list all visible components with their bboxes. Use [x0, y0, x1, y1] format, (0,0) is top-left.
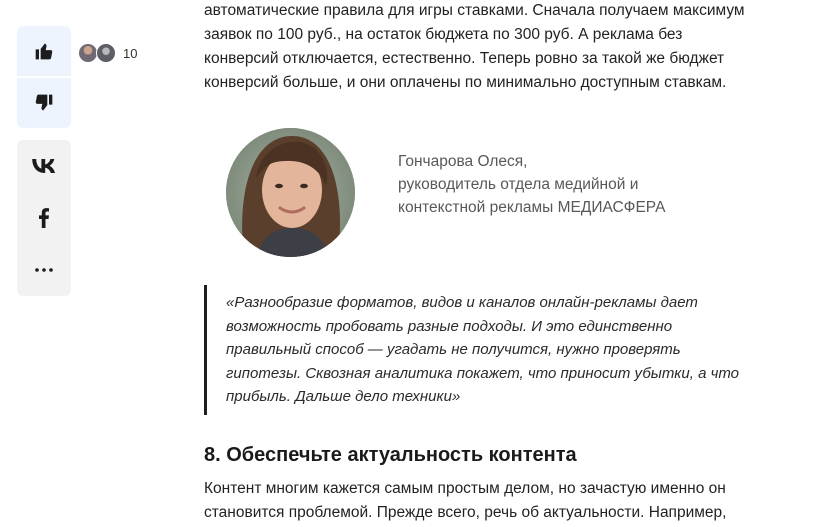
facebook-icon [38, 208, 50, 228]
author-company: контекстной рекламы МЕДИАСФЕРА [398, 199, 666, 216]
thumbs-down-icon [34, 93, 54, 113]
quote-text: «Разнообразие форматов, видов и каналов онлайн-рекламы дает возможность пробовать разные подходы. И это единственно правильный способ — угадать не получится, нужно проверять гипотезы. Сквозная аналитика покажет, что приносит убытки, а что прибыль. Дальше дело техники» [226, 294, 740, 405]
share-panel [17, 140, 71, 296]
more-dots-icon [35, 268, 53, 272]
author-block [226, 128, 746, 258]
share-more-button[interactable] [17, 244, 71, 296]
article-paragraph: автоматические правила для игры ставками. Сначала получаем максимум заявок по 100 руб., на остаток бюджета по 300 руб. А реклама без конверсий отключается, естественно. Теперь ровно за такой же бюджет конверсий больше, и они оплачены по минимально доступным ставкам. [204, 2, 745, 91]
blockquote [204, 285, 744, 415]
share-vk-button[interactable] [17, 140, 71, 192]
share-facebook-button[interactable] [17, 192, 71, 244]
likes-count: 10 [123, 45, 138, 61]
author-position: руководитель отдела медийной и [398, 176, 639, 193]
likers-summary[interactable] [78, 42, 137, 64]
author-photo [226, 128, 355, 257]
liker-avatar [78, 43, 98, 63]
dislike-button[interactable] [17, 78, 71, 128]
section-heading: 8. Обеспечьте актуальность контента [204, 444, 577, 466]
liker-avatar [96, 43, 116, 63]
like-button[interactable] [17, 26, 71, 76]
article-paragraph: Контент многим кажется самым простым делом, но зачастую именно он становится проблемой. Прежде всего, речь об актуальности. Например, [204, 480, 727, 521]
thumbs-up-icon [34, 41, 54, 61]
vk-icon [32, 158, 56, 174]
reaction-panel [17, 26, 71, 128]
author-caption [398, 150, 665, 219]
author-name: Гончарова Олеся, [398, 153, 528, 170]
